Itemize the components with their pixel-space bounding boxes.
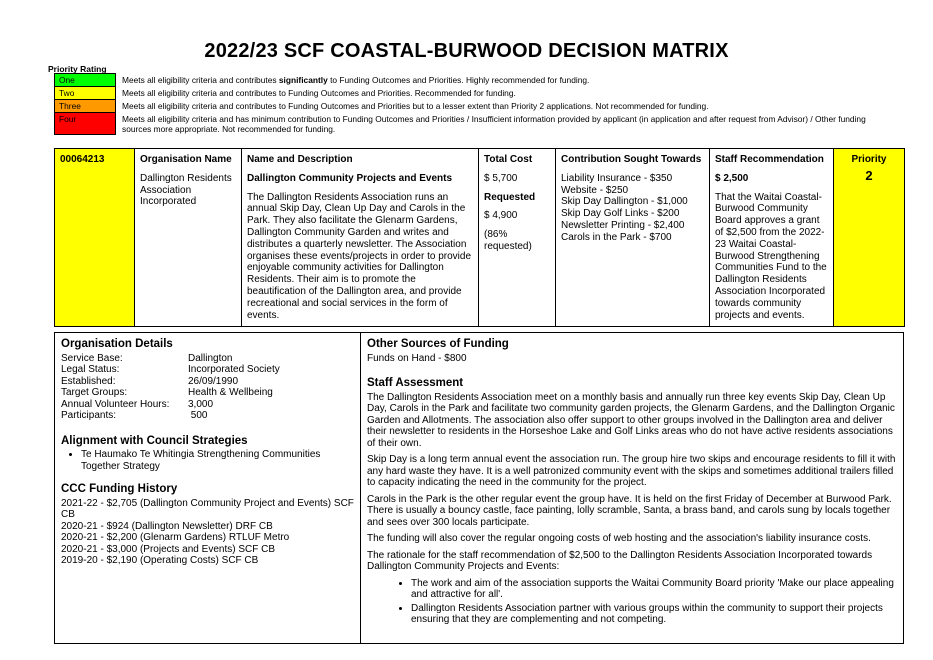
application-id: 00064213 <box>60 154 105 165</box>
alignment-list <box>61 449 354 472</box>
staff-recommendation-cell <box>710 149 834 327</box>
legend-description-emphasis: significantly <box>278 74 328 85</box>
detail-label: Established: <box>61 375 116 387</box>
organisation-detail-row <box>61 376 354 388</box>
funding-history-item: 2020-21 - $924 (Dallington Newsletter) DRF CB <box>61 520 273 532</box>
detail-value: 26/09/1990 <box>188 375 239 387</box>
detail-label: Annual Volunteer Hours: <box>61 398 170 410</box>
organisation-detail-row <box>61 387 354 399</box>
detail-value: 3,000 <box>188 398 214 410</box>
detail-value: Incorporated Society <box>188 364 280 375</box>
contribution-list <box>561 173 704 244</box>
application-row <box>55 149 905 327</box>
legend-description-text: to Funding Outcomes and Priorities. Highly recommended for funding. <box>327 74 590 85</box>
detail-label: Target Groups: <box>61 387 128 398</box>
organisation-name: Dallington Residents Association Incorporated <box>140 172 232 208</box>
legend-row <box>55 100 872 113</box>
organisation-details-panel <box>55 333 361 643</box>
priority-rating-label: Priority Rating <box>48 64 107 74</box>
funding-history-item: 2020-21 - $2,200 (Glenarm Gardens) RTLUF Metro <box>61 532 290 543</box>
funding-history-item: 2021-22 - $2,705 (Dallington Community Project and Events) SCF CB <box>61 497 354 520</box>
requested-amount: $ 4,900 <box>484 210 518 222</box>
staff-assessment-heading: Staff Assessment <box>367 377 464 389</box>
organisation-detail-row <box>61 364 354 376</box>
legend-description-text: Meets all eligibility criteria and contributes <box>122 74 279 85</box>
assessment-panel <box>361 333 903 643</box>
application-table <box>54 148 905 327</box>
alignment-heading: Alignment with Council Strategies <box>61 434 248 447</box>
legend-swatch-label: Four <box>55 113 116 135</box>
assessment-paragraph: Carols in the Park is the other regular event the group have. It is held on the first Friday of December at Burwood Park. There is usually a bouncy castle, face painting, lolly scramble, Santa, a brass band, and carols sung by locals together and sees over 300 locals participate. <box>367 493 892 528</box>
project-name: Dallington Community Projects and Events <box>247 172 453 184</box>
legend-description <box>116 74 872 87</box>
page-title: 2022/23 SCF COASTAL-BURWOOD DECISION MATRIX <box>204 40 729 62</box>
legend-row <box>55 74 872 87</box>
legend-description-text: Meets all eligibility criteria and contributes to Funding Outcomes and Priorities but to a lesser extent than Priority 2 applications. Not recommended for funding. <box>122 100 709 111</box>
assessment-paragraph: The rationale for the staff recommendation of $2,500 to the Dallington Residents Association Incorporated towards Dallington Community Projects and Events: <box>367 549 873 572</box>
name-description-header: Name and Description <box>247 154 353 165</box>
contribution-item: Liability Insurance - $350 <box>561 172 673 184</box>
contribution-item: Skip Day Golf Links - $200 <box>561 208 680 220</box>
legend-row <box>55 87 872 100</box>
organisation-header: Organisation Name <box>140 154 232 165</box>
requested-percent: (86% requested) <box>484 229 532 252</box>
assessment-bullet: • Dallington Residents Association partner with various groups within the community to support their projects ensuring that they are complementing and not competing. <box>411 603 897 626</box>
alignment-item: • Te Haumako Te Whitingia Strengthening Communities Together Strategy <box>81 449 354 472</box>
funding-history-item: 2020-21 - $3,000 (Projects and Events) SCF CB <box>61 543 275 555</box>
organisation-detail-row <box>61 399 354 411</box>
priority-cell <box>834 149 905 327</box>
description-cell <box>242 149 479 327</box>
staff-recommendation-header: Staff Recommendation <box>715 154 824 165</box>
cost-cell <box>479 149 556 327</box>
legend-description <box>116 87 872 100</box>
detail-label: Service Base: <box>61 352 123 364</box>
assessment-paragraph: The Dallington Residents Association meet on a monthly basis and annually run three key events Skip Day, Clean Up Day, Carols in the Park and facilitate two community garden projects, the Glenarm Gardens, and the Dallington Organic Garden and Allotments. The association also offer support to other groups involved in the Dallington area and deliver their newsletter to residents in the Horseshoe Lake and Golf Links areas who do not have active residents associations of their own. <box>367 391 895 449</box>
funding-history-heading: CCC Funding History <box>61 483 178 495</box>
other-sources-heading: Other Sources of Funding <box>367 338 509 350</box>
legend-swatch-label: One <box>55 74 116 87</box>
priority-legend <box>54 73 872 135</box>
contribution-cell <box>556 149 710 327</box>
staff-recommendation-amount: $ 2,500 <box>715 172 749 184</box>
legend-description <box>116 100 872 113</box>
legend-description-text: Meets all eligibility criteria and has minimum contribution to Funding Outcomes and Priorities / Insufficient information provided by applicant (in application and after request from Advisor) / Other funding sources more appropriate. Not recommended for funding. <box>122 113 866 134</box>
detail-value: Health & Wellbeing <box>188 387 273 398</box>
legend-description <box>116 113 872 135</box>
requested-label: Requested <box>484 191 536 203</box>
legend-swatch-label: Two <box>55 87 116 100</box>
legend-description-text: Meets all eligibility criteria and contributes to Funding Outcomes and Priorities. Recommended for funding. <box>122 87 516 98</box>
detail-value: 500 <box>188 410 208 421</box>
total-cost: $ 5,700 <box>484 172 518 184</box>
legend-swatch-label: Three <box>55 100 116 113</box>
assessment-bullet: • The work and aim of the association supports the Waitai Community Board priority 'Make our place appealing and attractive for all'. <box>411 578 897 601</box>
application-id-cell <box>55 149 135 327</box>
contribution-item: Website - $250 <box>561 184 629 196</box>
contribution-item: Carols in the Park - $700 <box>561 231 672 243</box>
contribution-item: Newsletter Printing - $2,400 <box>561 219 685 231</box>
legend-row <box>55 113 872 135</box>
organisation-details-list <box>61 353 354 422</box>
priority-header: Priority <box>851 154 887 165</box>
assessment-paragraph: The funding will also cover the regular ongoing costs of web hosting and the association's liability insurance costs. <box>367 533 871 544</box>
detail-value: Dallington <box>188 352 233 364</box>
funding-history-item: 2019-20 - $2,190 (Operating Costs) SCF CB <box>61 555 259 566</box>
total-cost-header: Total Cost <box>484 154 533 165</box>
staff-assessment-text <box>367 392 897 573</box>
project-description: The Dallington Residents Association runs an annual Skip Day, Clean Up Day and Carols in the Park. They also facilitate the Glenarm Gardens, Dallington Community Garden and writes and distributes a quarterly newsletter. The Association organises these events/projects in order to provide enjoyable community activities for Dallington Residents. Their aim is to promote the beautification of the Dallington area, and provide recreational and social services in the form of events. <box>247 191 472 321</box>
other-sources-text: Funds on Hand - $800 <box>367 352 467 364</box>
detail-label: Legal Status: <box>61 364 120 375</box>
organisation-detail-row <box>61 410 354 422</box>
funding-history-list <box>61 498 354 567</box>
organisation-cell <box>135 149 242 327</box>
detail-label: Participants: <box>61 410 117 421</box>
organisation-details-heading: Organisation Details <box>61 338 173 350</box>
staff-recommendation-text: That the Waitai Coastal-Burwood Community Board approves a grant of $2,500 from the 2022-23 Waitai Coastal-Burwood Strengthening Communities Fund to the Dallington Residents Association Incorporated towards community projects and events. <box>715 191 827 321</box>
contribution-item: Skip Day Dallington - $1,000 <box>561 196 688 208</box>
assessment-paragraph: Skip Day is a long term annual event the association run. The group hire two skips and encourage residents to fill it with any hard waste they have. It is a well patronized community event with the skips and sometimes additional trailers filled to capacity indicating the need in the community for the project. <box>367 454 896 488</box>
contribution-header: Contribution Sought Towards <box>561 154 702 165</box>
organisation-detail-row <box>61 353 354 365</box>
priority-value: 2 <box>865 167 873 183</box>
staff-assessment-bullets <box>367 578 897 626</box>
details-panel <box>54 332 904 644</box>
